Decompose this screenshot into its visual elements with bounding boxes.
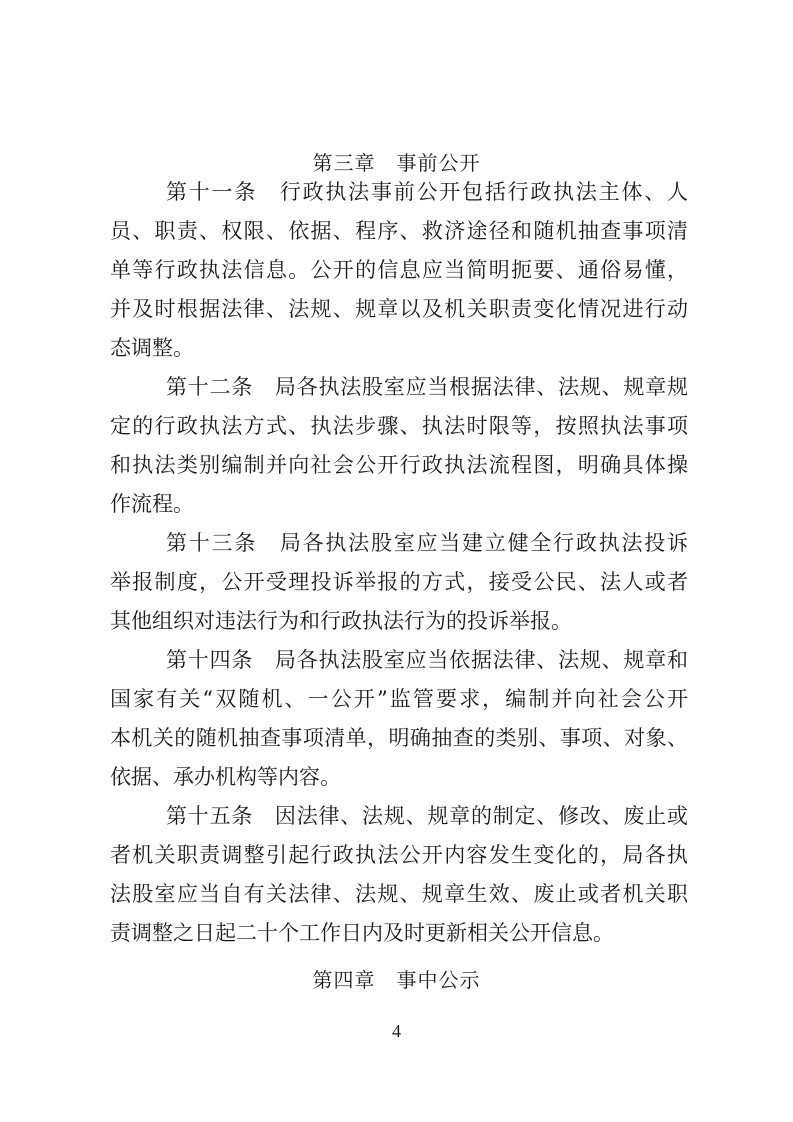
article-12-line-1: 第十二条 局各执法股室应当根据法律、法规、规章规 <box>166 375 688 399</box>
article-11-line-1: 第十一条 行政执法事前公开包括行政执法主体、人 <box>166 180 688 204</box>
article-12-line-4: 作流程。 <box>110 492 194 516</box>
article-15-line-1: 第十五条 因法律、法规、规章的制定、修改、废止或 <box>166 804 688 828</box>
article-11-line-5: 态调整。 <box>110 336 194 360</box>
article-13-line-1: 第十三条 局各执法股室应当建立健全行政执法投诉 <box>166 531 688 555</box>
article-11-line-2: 员、职责、权限、依据、程序、救济途径和随机抽查事项清 <box>110 219 688 243</box>
chapter-4-heading: 第四章 事中公示 <box>312 968 481 992</box>
article-11-line-3: 单等行政执法信息。公开的信息应当简明扼要、通俗易懂， <box>110 258 688 282</box>
article-13-line-2: 举报制度，公开受理投诉举报的方式，接受公民、法人或者 <box>110 570 688 594</box>
article-12-line-2: 定的行政执法方式、执法步骤、执法时限等，按照执法事项 <box>110 414 688 438</box>
article-15-line-2: 者机关职责调整引起行政执法公开内容发生变化的，局各执 <box>110 843 688 867</box>
article-14-line-3: 本机关的随机抽查事项清单，明确抽查的类别、事项、对象、 <box>110 726 688 750</box>
article-15-line-4: 责调整之日起二十个工作日内及时更新相关公开信息。 <box>110 921 614 945</box>
page-number: 4 <box>392 1021 401 1041</box>
article-15-line-3: 法股室应当自有关法律、法规、规章生效、废止或者机关职 <box>110 882 688 906</box>
article-12-line-3: 和执法类别编制并向社会公开行政执法流程图，明确具体操 <box>110 453 688 477</box>
article-14-line-2: 国家有关“双随机、一公开”监管要求，编制并向社会公开 <box>110 687 688 711</box>
article-14-line-4: 依据、承办机构等内容。 <box>110 765 341 789</box>
chapter-3-heading: 第三章 事前公开 <box>312 151 481 175</box>
article-14-line-1: 第十四条 局各执法股室应当依据法律、法规、规章和 <box>166 648 688 672</box>
article-13-line-3: 其他组织对违法行为和行政执法行为的投诉举报。 <box>110 609 572 633</box>
article-11-line-4: 并及时根据法律、法规、规章以及机关职责变化情况进行动 <box>110 297 688 321</box>
